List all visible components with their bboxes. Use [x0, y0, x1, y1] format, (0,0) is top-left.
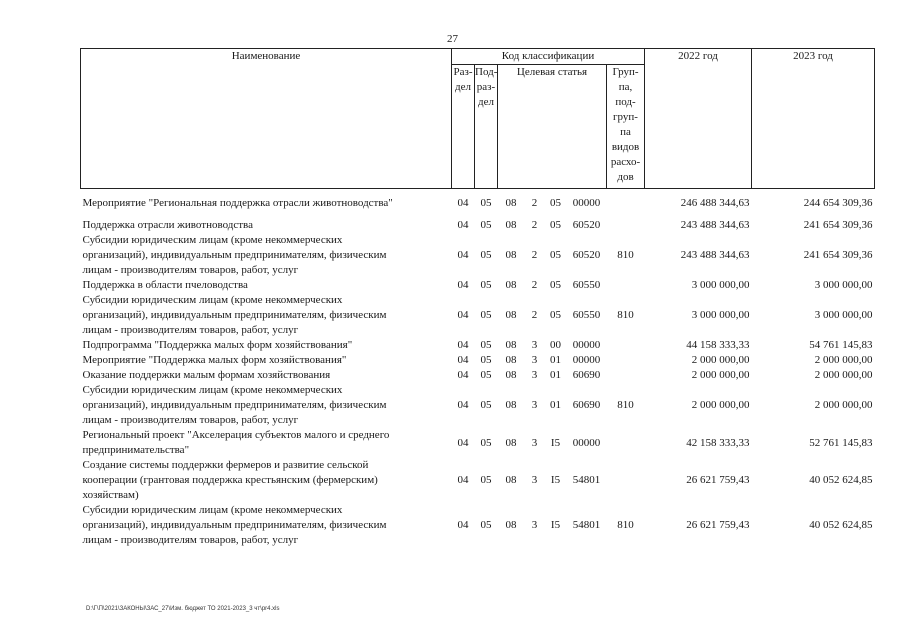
row-target-program: 08: [505, 399, 517, 411]
row-section: 04: [457, 519, 469, 531]
row-name-line: кооперации (грантовая поддержка крестьянским (фермерским): [82, 474, 378, 486]
row-target-direction: 60520: [572, 219, 601, 231]
row-amount-2022: 3 000 000,00: [691, 309, 750, 321]
row-name: [81, 196, 452, 211]
row-name-line: лицам - производителям товаров, работ, услуг: [82, 324, 299, 336]
row-section: 04: [457, 279, 469, 291]
row-target-program: 08: [505, 369, 517, 381]
row-section: 04: [457, 249, 469, 261]
row-target-program: 08: [505, 436, 517, 449]
row-target-measure: 05: [550, 309, 561, 321]
row-name-line: Создание системы поддержки фермеров и развитие сельской: [82, 459, 369, 471]
header-section: Раз- дел: [452, 65, 475, 189]
row-name-line: Мероприятие "Поддержка малых форм хозяйствования": [82, 354, 347, 366]
row-expense-group: 810: [617, 519, 634, 531]
row-expense-group: [607, 196, 645, 211]
table-body: [81, 189, 875, 549]
row-target-program: 08: [505, 249, 517, 261]
row-amount-2022: 243 488 344,63: [680, 219, 750, 231]
row-expense-group: 810: [617, 399, 634, 411]
header-year-2023: 2023 год: [752, 49, 875, 189]
row-amount-2022: 246 488 344,63: [680, 197, 750, 209]
row-target-subprogram: 3: [531, 519, 538, 531]
row-amount-2022: 2 000 000,00: [691, 399, 750, 411]
row-target-program: 08: [505, 309, 517, 321]
row-target-subprogram: 2: [531, 197, 538, 209]
row-name-line: хозяйствам): [82, 489, 139, 501]
row-target-measure: I5: [550, 474, 561, 486]
page-number: 27: [447, 33, 458, 45]
row-section: 04: [457, 369, 469, 381]
row-name: [81, 293, 452, 338]
row-name-line: Подпрограмма "Поддержка малых форм хозяйствования": [82, 339, 353, 351]
row-target-subprogram: 2: [531, 219, 538, 231]
row-amount-2023: 52 761 145,83: [809, 436, 873, 449]
row-target-subprogram: 3: [531, 399, 538, 411]
table-row: [81, 368, 875, 383]
row-target-direction: 54801: [572, 474, 601, 486]
row-subsection: 05: [480, 519, 492, 531]
row-target-subprogram: 2: [531, 249, 538, 261]
row-name-line: лицам - производителям товаров, работ, услуг: [82, 534, 299, 546]
row-name-line: организаций), индивидуальным предпринимателям, физическим: [82, 309, 387, 321]
row-target-program: 08: [505, 219, 517, 231]
header-name: Наименование: [81, 49, 452, 189]
row-amount-2023: 54 761 145,83: [809, 339, 873, 351]
row-target-subprogram: 2: [531, 309, 538, 321]
row-target-program: 08: [505, 197, 517, 209]
row-target-measure: 01: [550, 354, 561, 366]
row-target-direction: 00000: [572, 354, 601, 366]
row-amount-2023: 241 654 309,36: [803, 249, 873, 261]
row-target-program: 08: [505, 354, 517, 366]
row-target-subprogram: 3: [531, 436, 538, 449]
row-target-direction: 60690: [572, 369, 601, 381]
table-row: [81, 233, 875, 278]
row-name-line: предпринимательства": [82, 444, 190, 456]
table-row: [81, 458, 875, 503]
row-name: [81, 458, 452, 503]
table-row: [81, 503, 875, 548]
row-spacer: [81, 189, 875, 197]
row-target-direction: 60520: [572, 249, 601, 261]
row-name-line: Субсидии юридическим лицам (кроме некоммерческих: [82, 504, 343, 516]
row-target-measure: 05: [550, 249, 561, 261]
row-amount-2023: 244 654 309,36: [803, 197, 873, 209]
row-name: [81, 428, 452, 458]
row-target-direction: 60690: [572, 399, 601, 411]
row-amount-2022: 44 158 333,33: [686, 339, 750, 351]
row-subsection: 05: [480, 249, 492, 261]
row-name: [81, 353, 452, 368]
row-subsection: 05: [480, 339, 492, 351]
row-target-subprogram: 3: [531, 474, 538, 486]
row-target-direction: 60550: [572, 279, 601, 291]
row-amount-2023: 241 654 309,36: [803, 219, 873, 231]
row-target-measure: 01: [550, 399, 561, 411]
row-amount-2022: 2 000 000,00: [691, 354, 750, 366]
row-amount-2023: 2 000 000,00: [814, 399, 873, 411]
row-target-subprogram: 3: [531, 369, 538, 381]
row-target-measure: I5: [550, 519, 561, 531]
row-name-line: Субсидии юридическим лицам (кроме некоммерческих: [82, 234, 343, 246]
row-target-measure: 00: [550, 339, 561, 351]
row-amount-2023: 2 000 000,00: [814, 369, 873, 381]
header-year-2022: 2022 год: [645, 49, 752, 189]
row-expense-group: [607, 278, 645, 293]
row-amount-2022: 26 621 759,43: [686, 474, 750, 486]
header-target-article: Целевая статья: [498, 65, 607, 189]
row-expense-group: [607, 428, 645, 458]
row-name-line: Субсидии юридическим лицам (кроме некоммерческих: [82, 384, 343, 396]
row-section: 04: [457, 339, 469, 351]
row-amount-2022: 3 000 000,00: [691, 279, 750, 291]
row-expense-group: 810: [617, 309, 634, 321]
table-row: [81, 428, 875, 458]
row-subsection: 05: [480, 354, 492, 366]
table-row: [81, 383, 875, 428]
row-name-line: Региональный проект "Акселерация субъектов малого и среднего: [82, 429, 390, 441]
row-expense-group: [607, 218, 645, 233]
table-row: [81, 338, 875, 353]
row-amount-2023: 3 000 000,00: [814, 309, 873, 321]
row-target-measure: 01: [550, 369, 561, 381]
row-target-measure: I5: [550, 436, 561, 449]
row-expense-group: [607, 458, 645, 503]
row-name-line: организаций), индивидуальным предпринимателям, физическим: [82, 249, 387, 261]
row-target-program: 08: [505, 474, 517, 486]
row-spacer-cell: [81, 211, 875, 218]
row-name: [81, 383, 452, 428]
row-name-line: Субсидии юридическим лицам (кроме некоммерческих: [82, 294, 343, 306]
row-name: [81, 278, 452, 293]
row-subsection: 05: [480, 219, 492, 231]
table-row: [81, 278, 875, 293]
row-amount-2022: 42 158 333,33: [686, 436, 750, 449]
file-path-footer: D:\Г\П\2021\ЗАКОНЫ\ЗАС_27\Изм. бюджет ТО 2021-2023_3 чт\pr4.xls: [86, 606, 280, 612]
row-target-direction: 54801: [572, 519, 601, 531]
row-section: 04: [457, 399, 469, 411]
row-target-measure: 05: [550, 197, 561, 209]
row-name-line: лицам - производителям товаров, работ, услуг: [82, 264, 299, 276]
header-classification: Код классификации: [452, 49, 645, 65]
row-name-line: организаций), индивидуальным предпринимателям, физическим: [82, 399, 387, 411]
row-section: 04: [457, 309, 469, 321]
row-section: 04: [457, 436, 469, 449]
row-amount-2022: 243 488 344,63: [680, 249, 750, 261]
row-section: 04: [457, 354, 469, 366]
header-expense-group: Груп- па, под- груп- па видов расхо- дов: [607, 65, 645, 189]
row-name-line: организаций), индивидуальным предпринимателям, физическим: [82, 519, 387, 531]
row-name: [81, 368, 452, 383]
row-expense-group: [607, 338, 645, 353]
table-row: [81, 353, 875, 368]
row-amount-2022: 26 621 759,43: [686, 519, 750, 531]
row-name: [81, 503, 452, 548]
row-subsection: 05: [480, 309, 492, 321]
row-subsection: 05: [480, 474, 492, 486]
row-target-direction: 00000: [572, 436, 601, 449]
row-name-line: Оказание поддержки малым формам хозяйствования: [82, 369, 331, 381]
row-amount-2023: 2 000 000,00: [814, 354, 873, 366]
row-target-subprogram: 3: [531, 339, 538, 351]
row-name: [81, 233, 452, 278]
row-name-line: лицам - производителям товаров, работ, услуг: [82, 414, 299, 426]
row-subsection: 05: [480, 399, 492, 411]
row-name-line: Поддержка отрасли животноводства: [82, 219, 253, 231]
row-name-line: Мероприятие "Региональная поддержка отрасли животноводства": [82, 197, 393, 209]
row-target-program: 08: [505, 519, 517, 531]
row-spacer-cell: [81, 189, 875, 197]
row-target-subprogram: 3: [531, 354, 538, 366]
row-subsection: 05: [480, 436, 492, 449]
row-target-measure: 05: [550, 279, 561, 291]
row-expense-group: [607, 353, 645, 368]
row-target-program: 08: [505, 279, 517, 291]
row-section: 04: [457, 197, 469, 209]
row-expense-group: 810: [617, 249, 634, 261]
header-subsection: Под- раз- дел: [475, 65, 498, 189]
budget-table-sheet: [80, 48, 874, 548]
row-subsection: 05: [480, 197, 492, 209]
row-name: [81, 218, 452, 233]
row-amount-2022: 2 000 000,00: [691, 369, 750, 381]
row-name-line: Поддержка в области пчеловодства: [82, 279, 248, 291]
row-expense-group: [607, 368, 645, 383]
row-amount-2023: 3 000 000,00: [814, 279, 873, 291]
budget-table: [80, 48, 875, 548]
row-amount-2023: 40 052 624,85: [809, 519, 873, 531]
row-section: 04: [457, 474, 469, 486]
table-header: [81, 49, 875, 189]
row-target-measure: 05: [550, 219, 561, 231]
row-target-direction: 00000: [572, 339, 601, 351]
row-target-program: 08: [505, 339, 517, 351]
row-amount-2023: 40 052 624,85: [809, 474, 873, 486]
row-spacer: [81, 211, 875, 218]
table-row: [81, 196, 875, 211]
row-subsection: 05: [480, 369, 492, 381]
table-row: [81, 218, 875, 233]
row-target-subprogram: 2: [531, 279, 538, 291]
row-name: [81, 338, 452, 353]
row-target-direction: 60550: [572, 309, 601, 321]
row-section: 04: [457, 219, 469, 231]
row-target-direction: 00000: [572, 197, 601, 209]
row-subsection: 05: [480, 279, 492, 291]
table-row: [81, 293, 875, 338]
